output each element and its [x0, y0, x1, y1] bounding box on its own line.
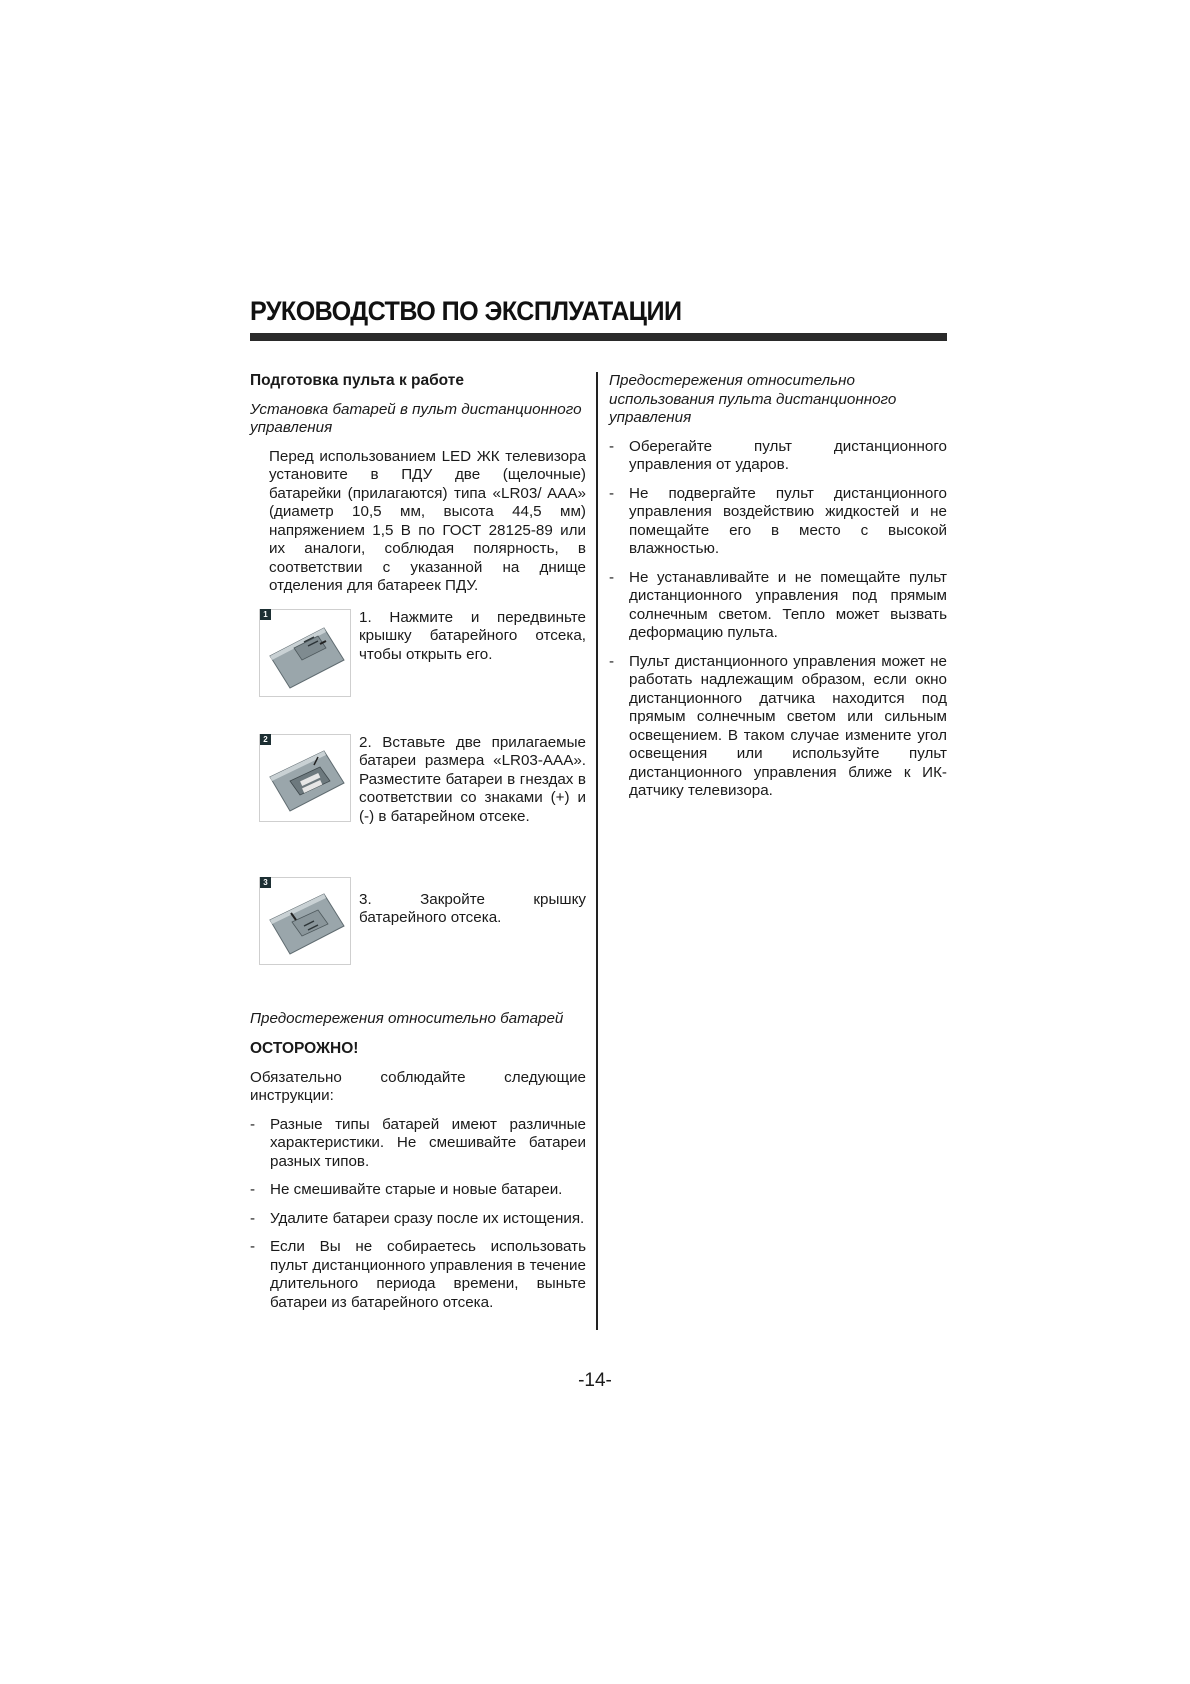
step-3-illustration: [259, 877, 351, 965]
step-1-illustration: [259, 609, 351, 697]
remote-precautions-list: [609, 438, 947, 801]
remote-precautions-title: Предостережения относительно использования пульта дистанционного управления: [609, 372, 897, 426]
title-underline-bar: [250, 333, 947, 341]
right-column: [609, 372, 947, 811]
step-1: [259, 609, 586, 734]
step-2: [259, 734, 586, 877]
step-2-illustration: [259, 734, 351, 822]
page-title: РУКОВОДСТВО ПО ЭКСПЛУАТАЦИИ: [250, 296, 682, 326]
step-2-text: 2. Вставьте две прилагаемые батареи размера «LR03-AAA». Разместите батареи в гнездах в соответствии со знаками (+) и (-) в батарейном отсеке.: [359, 733, 586, 825]
intro-paragraph: Перед использованием LED ЖК телевизора установите в ПДУ две (щелочные) батарейки (прилагаются) типа «LR03/ AAA» (диаметр 10,5 мм, высота 44,5 мм) напряжением 1,5 В по ГОСТ 28125-89 или их аналоги, соблюдая полярность, в соответствии с указанной на днище отделения для батареек ПДУ.: [269, 447, 586, 594]
step-3: [259, 877, 586, 1010]
page-number: -14-: [578, 1370, 612, 1391]
list-item: - Разные типы батарей имеют различные характеристики. Не смешивайте батареи разных типов.: [250, 1116, 586, 1172]
column-divider: [596, 372, 598, 1330]
list-item: - Удалите батареи сразу после их истощения.: [250, 1210, 586, 1229]
step-3-badge: 3: [260, 877, 271, 888]
remote-insert-batteries-icon: [264, 747, 346, 817]
step-1-badge: 1: [260, 609, 271, 620]
battery-precautions-list: [250, 1116, 586, 1313]
list-item: - Пульт дистанционного управления может не работать надлежащим образом, если окно дистанционного датчика находится под прямым солнечным светом или сильным освещением. В таком случае измените угол освещения или используйте пульт дистанционного управления ближе к ИК- датчику телевизора.: [609, 653, 947, 801]
caution-intro: Обязательно соблюдайте следующие инструкции:: [250, 1068, 586, 1104]
step-1-text: 1. Нажмите и передвиньте крышку батарейного отсека, чтобы открыть его.: [359, 608, 586, 663]
list-item: - Не устанавливайте и не помещайте пульт дистанционного управления под прямым солнечным светом. Тепло может вызвать деформацию пульта.: [609, 569, 947, 643]
section-subheading: Установка батарей в пульт дистанционного управления: [250, 400, 582, 436]
step-2-badge: 2: [260, 734, 271, 745]
remote-open-cover-icon: [264, 622, 346, 692]
list-item: - Не смешивайте старые и новые батареи.: [250, 1181, 586, 1200]
list-item: - Оберегайте пульт дистанционного управления от ударов.: [609, 438, 947, 475]
list-item: - Если Вы не собираетесь использовать пульт дистанционного управления в течение длительного периода времени, выньте батареи из батарейного отсека.: [250, 1238, 586, 1312]
list-item: - Не подвергайте пульт дистанционного управления воздействию жидкостей и не помещайте его в место с высокой влажностью.: [609, 485, 947, 559]
caution-label: ОСТОРОЖНО!: [250, 1040, 359, 1057]
remote-close-cover-icon: [264, 890, 346, 960]
left-column: [250, 372, 586, 1322]
section-heading: Подготовка пульта к работе: [250, 372, 464, 389]
battery-warning-title: Предостережения относительно батарей: [250, 1009, 564, 1027]
step-3-text: 3. Закройте крышку батарейного отсека.: [359, 890, 586, 926]
